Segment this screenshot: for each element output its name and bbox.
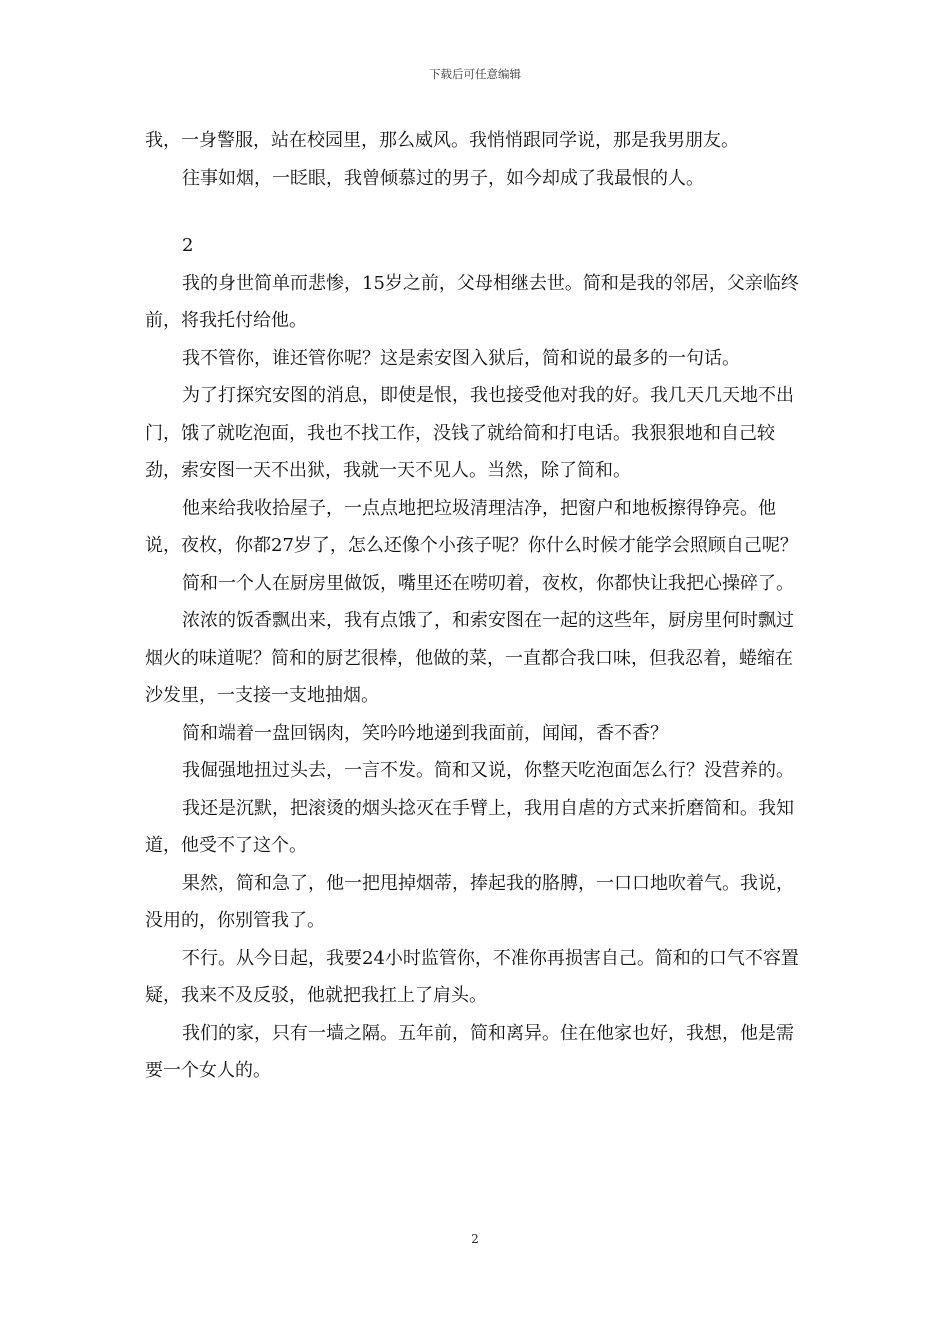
section-gap [145, 197, 807, 227]
page-number: 2 [471, 1232, 479, 1246]
document-body [145, 122, 807, 1090]
paragraph: 简和端着一盘回锅肉，笑吟吟地递到我面前，闻闻，香不香？ [182, 722, 668, 744]
paragraph: 我们的家，只有一墙之隔。五年前，简和离异。住在他家也好，我想，他是需要一个女人的。 [145, 1022, 794, 1081]
paragraph: 我不管你，谁还管你呢？这是索安图入狱后，简和说的最多的一句话。 [182, 347, 740, 369]
paragraph: 我倔强地扭过头去，一言不发。简和又说，你整天吃泡面怎么行？没营养的。 [182, 760, 794, 781]
paragraph: 浓浓的饭香飘出来，我有点饿了，和索安图在一起的这些年，厨房里何时飘过烟火的味道呢？简和的厨艺很棒，他做的菜，一直都合我口味，但我忍着，蜷缩在沙发里，一支接一支地抽烟。 [145, 610, 794, 706]
paragraph: 简和一个人在厨房里做饭，嘴里还在唠叨着，夜枚，你都快让我把心操碎了。 [182, 572, 794, 594]
paragraph: 不行。从今日起，我要24小时监管你，不准你再损害自己。简和的口气不容置疑，我来不及反驳，他就把我扛上了肩头。 [145, 947, 799, 1006]
paragraph: 我还是沉默，把滚烫的烟头捻灭在手臂上，我用自虐的方式来折磨简和。我知道，他受不了这个。 [145, 797, 794, 856]
paragraph: 果然，简和急了，他一把甩掉烟蒂，捧起我的胳膊，一口口地吹着气。我说，没用的，你别管我了。 [145, 872, 794, 931]
page-header: 下载后可任意编辑 [429, 67, 521, 81]
paragraph: 为了打探究安图的消息，即使是恨，我也接受他对我的好。我几天几天地不出门，饿了就吃泡面，我也不找工作，没钱了就给简和打电话。我狠狠地和自己较劲，索安图一天不出狱，我就一天不见人。当然，除了简和。 [145, 385, 794, 481]
paragraph: 我的身世简单而悲惨，15岁之前，父母相继去世。简和是我的邻居，父亲临终前，将我托付给他。 [145, 272, 799, 331]
paragraph: 往事如烟，一眨眼，我曾倾慕过的男子，如今却成了我最恨的人。 [182, 167, 704, 189]
paragraph: 他来给我收拾屋子，一点点地把垃圾清理洁净，把窗户和地板擦得铮亮。他说，夜枚，你都27岁了，怎么还像个小孩子呢？你什么时候才能学会照顾自己呢？ [145, 497, 798, 556]
section-number: 2 [182, 235, 194, 256]
paragraph: 我，一身警服，站在校园里，那么威风。我悄悄跟同学说，那是我男朋友。 [145, 130, 739, 151]
